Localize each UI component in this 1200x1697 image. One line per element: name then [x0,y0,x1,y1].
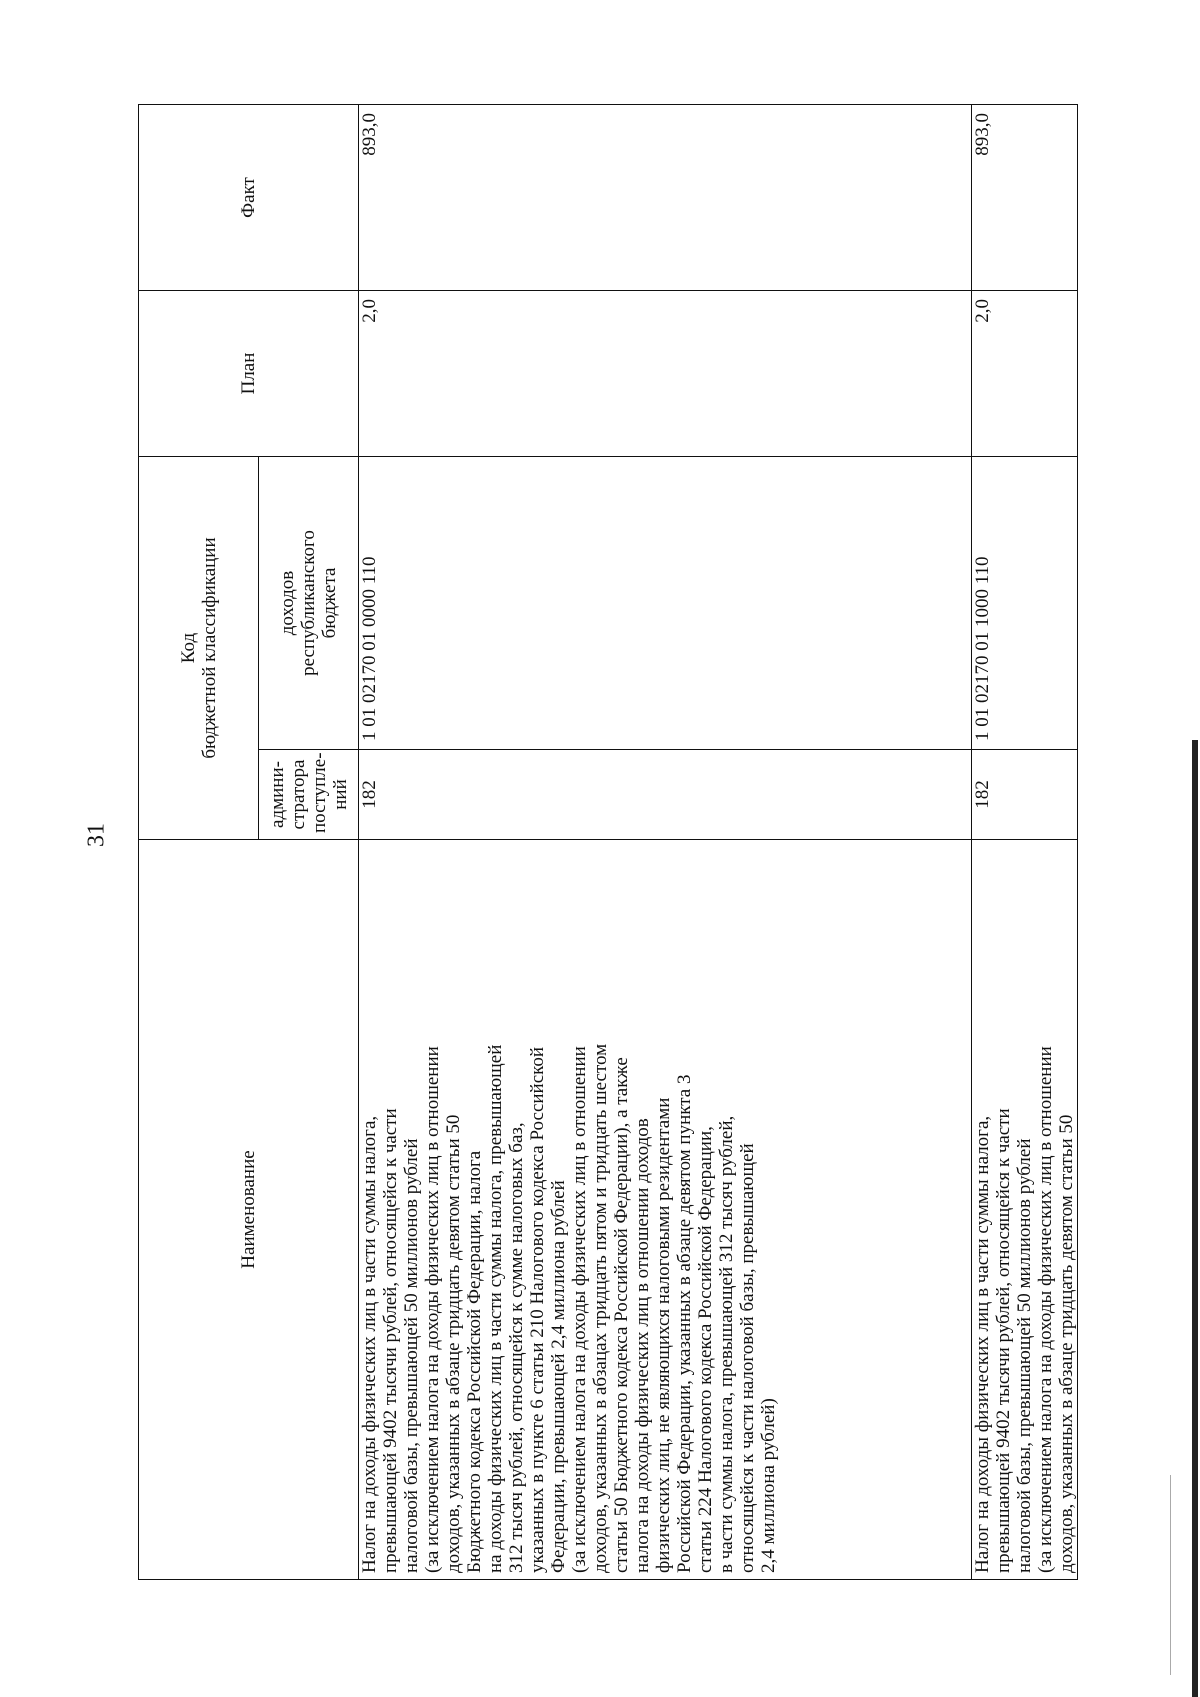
table-row [358,104,971,1579]
header-revenue-line: бюджета [318,567,340,638]
name-line: (за исключением налога на доходы физических лиц в отношении [568,1045,590,1573]
name-line: доходов, указанных в абзацах тридцать пятом и тридцать шестом [589,1043,611,1573]
header-fact: Факт [138,104,358,290]
name-line: превышающей 9402 тысячи рублей, относящейся к части [992,1107,1014,1573]
name-line: статьи 50 Бюджетного кодекса Российской Федерации), а также [610,1056,632,1573]
header-code-group [138,456,258,839]
rotated-sheet [138,105,1083,1580]
header-adm-line: админи- [266,760,287,828]
header-revenue-line: республиканского [297,529,319,676]
name-line: налоговой базы, превышающей 50 миллионов рублей [1013,1137,1035,1573]
name-line: Российской Федерации, указанных в абзаце девятом пункта 3 [673,1074,695,1573]
header-plan: План [138,290,358,456]
row-code: 1 01 02170 01 0000 110 [358,456,971,749]
page-number: 31 [83,823,110,847]
row-name [971,839,1077,1579]
name-line: относящейся к части налоговой базы, превышающей [736,1142,758,1573]
header-revenue [258,456,358,749]
header-code-line: бюджетной классификации [198,536,219,759]
header-code-line: Код [177,632,198,663]
table-row [971,104,1077,1579]
header-adm-line: поступле- [308,751,329,833]
header-adm-line: стратора [287,759,308,829]
name-line: налоговой базы, превышающей 50 миллионов рублей [400,1137,422,1573]
header-adm-line: ний [329,778,350,810]
row-plan: 2,0 [358,290,971,456]
name-line: Налог на доходы физических лиц в части суммы налога, [971,1115,993,1573]
row-fact: 893,0 [971,104,1077,290]
name-line: физических лиц, не являющихся налоговыми резидентами [652,1097,674,1573]
row-administrator: 182 [971,749,1077,839]
name-line: доходов, указанных в абзаце тридцать девятом статьи 50 [442,1114,464,1573]
name-line: Федерации, превышающей 2,4 миллиона рублей [547,1179,569,1573]
row-administrator: 182 [358,749,971,839]
row-code: 1 01 02170 01 1000 110 [971,456,1077,749]
header-name: Наименование [138,839,358,1579]
name-line: в части суммы налога, превышающей 312 тысяч рублей, [715,1115,737,1573]
row-fact: 893,0 [358,104,971,290]
row-plan: 2,0 [971,290,1077,456]
name-line: (за исключением налога на доходы физических лиц в отношении [1034,1045,1056,1573]
scan-edge [1192,740,1198,1697]
scan-edge-faint [1170,1475,1171,1675]
name-line: Налог на доходы физических лиц в части суммы налога, [358,1115,380,1573]
row-name [358,839,971,1579]
name-line: доходов, указанных в абзаце тридцать девятом статьи 50 [1055,1114,1077,1573]
name-line: 312 тысяч рублей, относящейся к сумме налоговых баз, [505,1121,527,1573]
name-line: статьи 224 Налогового кодекса Российской Федерации, [694,1125,716,1573]
name-line: (за исключением налога на доходы физических лиц в отношении [421,1045,443,1573]
name-line: 2,4 миллиона рублей) [757,1397,779,1573]
name-line: налога на доходы физических лиц в отношении доходов [631,1117,653,1573]
name-line: указанных в пункте 6 статьи 210 Налогового кодекса Российской [526,1046,548,1573]
header-revenue-line: доходов [276,570,298,635]
name-line: Бюджетного кодекса Российской Федерации, налога [463,1150,485,1573]
header-administrator [258,749,358,839]
revenue-table [138,104,1078,1580]
name-line: на доходы физических лиц в части суммы налога, превышающей [484,1044,506,1573]
name-line: превышающей 9402 тысячи рублей, относящейся к части [379,1107,401,1573]
